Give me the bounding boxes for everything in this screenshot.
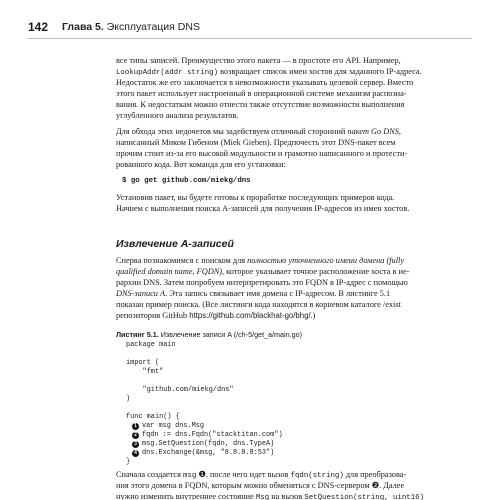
inline-code: LookupAddr(addr string) <box>116 69 219 77</box>
code-line: import ( <box>126 359 160 367</box>
chapter-label: Глава 5. <box>62 21 104 33</box>
callout-marker: 2 <box>132 432 139 439</box>
listing-caption <box>116 330 302 339</box>
page-header <box>28 20 472 36</box>
para2-line3: прочим стоит из-за его высокой модульности и грамотно написанного и протести- <box>116 149 408 158</box>
para5-line2: ния этого домена в FQDN, которым можно обменяться с DNS-сервером ❷. Далее <box>116 481 405 490</box>
para1-line1: все типы записей. Преимущество этого пакета — в простоте его API. Например, <box>116 56 401 65</box>
para3-line1: Установив пакет, вы будете готовы к проработке последующих примеров кода. <box>116 193 395 202</box>
code-line: } <box>126 458 131 466</box>
package-name: пакет Go DNS <box>347 127 399 136</box>
callout-marker: 4 <box>132 450 139 457</box>
code-line: func main() { <box>126 413 180 421</box>
section-title: Извлечение A-записей <box>116 238 234 250</box>
para1-line2: LookupAddr(addr string) возвращает список имен хостов для заданного IP-адреса. <box>116 67 422 77</box>
listing-label: Листинг 5.1. <box>116 330 159 339</box>
listing-text: Извлечение записи A (/ch-5/get_a/main.go) <box>158 330 303 339</box>
para1-line4: этого пакет использует настроенный в операционной системе механизм распозна- <box>116 89 407 98</box>
callout-marker: 3 <box>132 441 139 448</box>
code-line: package main <box>126 341 176 349</box>
para2-line1: Для обхода этих недочетов мы задействуем отличный сторонний пакет Go DNS, <box>116 127 401 136</box>
code-line: 1 var msg dns.Msg <box>132 422 204 431</box>
code-line: "fmt" <box>126 368 164 376</box>
code-line: 2 fqdn := dns.Fqdn("stacktitan.com") <box>132 431 283 440</box>
para4-line2: qualified domain name, FQDN), которое указывает точное расположение хоста в ие- <box>116 267 410 276</box>
chapter-title: Эксплуатация DNS <box>106 21 200 33</box>
chapter-heading <box>62 21 200 33</box>
para4-line5: показан пример поиска. (Все листинги кода находятся в корневом каталоге /exist <box>116 300 401 309</box>
code-line: ) <box>126 395 131 403</box>
para4-line3: рархии DNS. Затем попробуем интерпретировать это FQDN в IP-адрес с помощью <box>116 278 408 287</box>
para3-line2: Начнем с выполнения поиска А-записей для получения IP-адресов из имен хостов. <box>116 204 410 213</box>
header-divider <box>28 38 472 39</box>
para2-line4: рованного кода. Вот команда для его установки: <box>116 160 286 169</box>
para4-line1: Сперва познакомимся с поиском для полностью уточненного имени домена (fully <box>116 256 404 265</box>
para4-line6: репозитория GitHub https://github.com/blackhat-go/bhg/.) <box>116 311 316 320</box>
para1-line6: углубленного анализа результатов. <box>116 111 239 120</box>
page-number: 142 <box>28 20 49 34</box>
code-line: "github.com/miekg/dns" <box>126 386 234 394</box>
para5-line1: Сначала создается msg ❶, после чего идет вызов fqdn(string) для преобразова- <box>116 470 407 480</box>
para1-line3: Недостаток же его заключается в невозможности указывать целевой сервер. Вместо <box>116 78 414 87</box>
para4-line4: DNS-записи A. Эта запись связывает имя домена с IP-адресом. В листинге 5.1 <box>116 289 391 298</box>
para2-line2: написанный Миком Гибеном (Miek Gieben). Предпочесть этот DNS-пакет всем <box>116 138 396 147</box>
code-line: 3 msg.SetQuestion(fqdn, dns.TypeA) <box>132 440 274 449</box>
install-command: $ go get github.com/miekg/dns <box>122 177 251 185</box>
para5-line3: нужно изменить внутреннее состояние Msg на вызов SetQuestion(string, uint16) <box>116 492 425 500</box>
para1-line5: вания. К недостаткам можно отнести также отсутствие возможности выполнения <box>116 100 405 109</box>
code-line: 4 dns.Exchange(&msg, "8.8.8.8:53") <box>132 449 274 458</box>
repo-link[interactable]: https://github.com/blackhat-go/bhg/ <box>189 311 311 320</box>
callout-marker: 1 <box>132 423 139 430</box>
